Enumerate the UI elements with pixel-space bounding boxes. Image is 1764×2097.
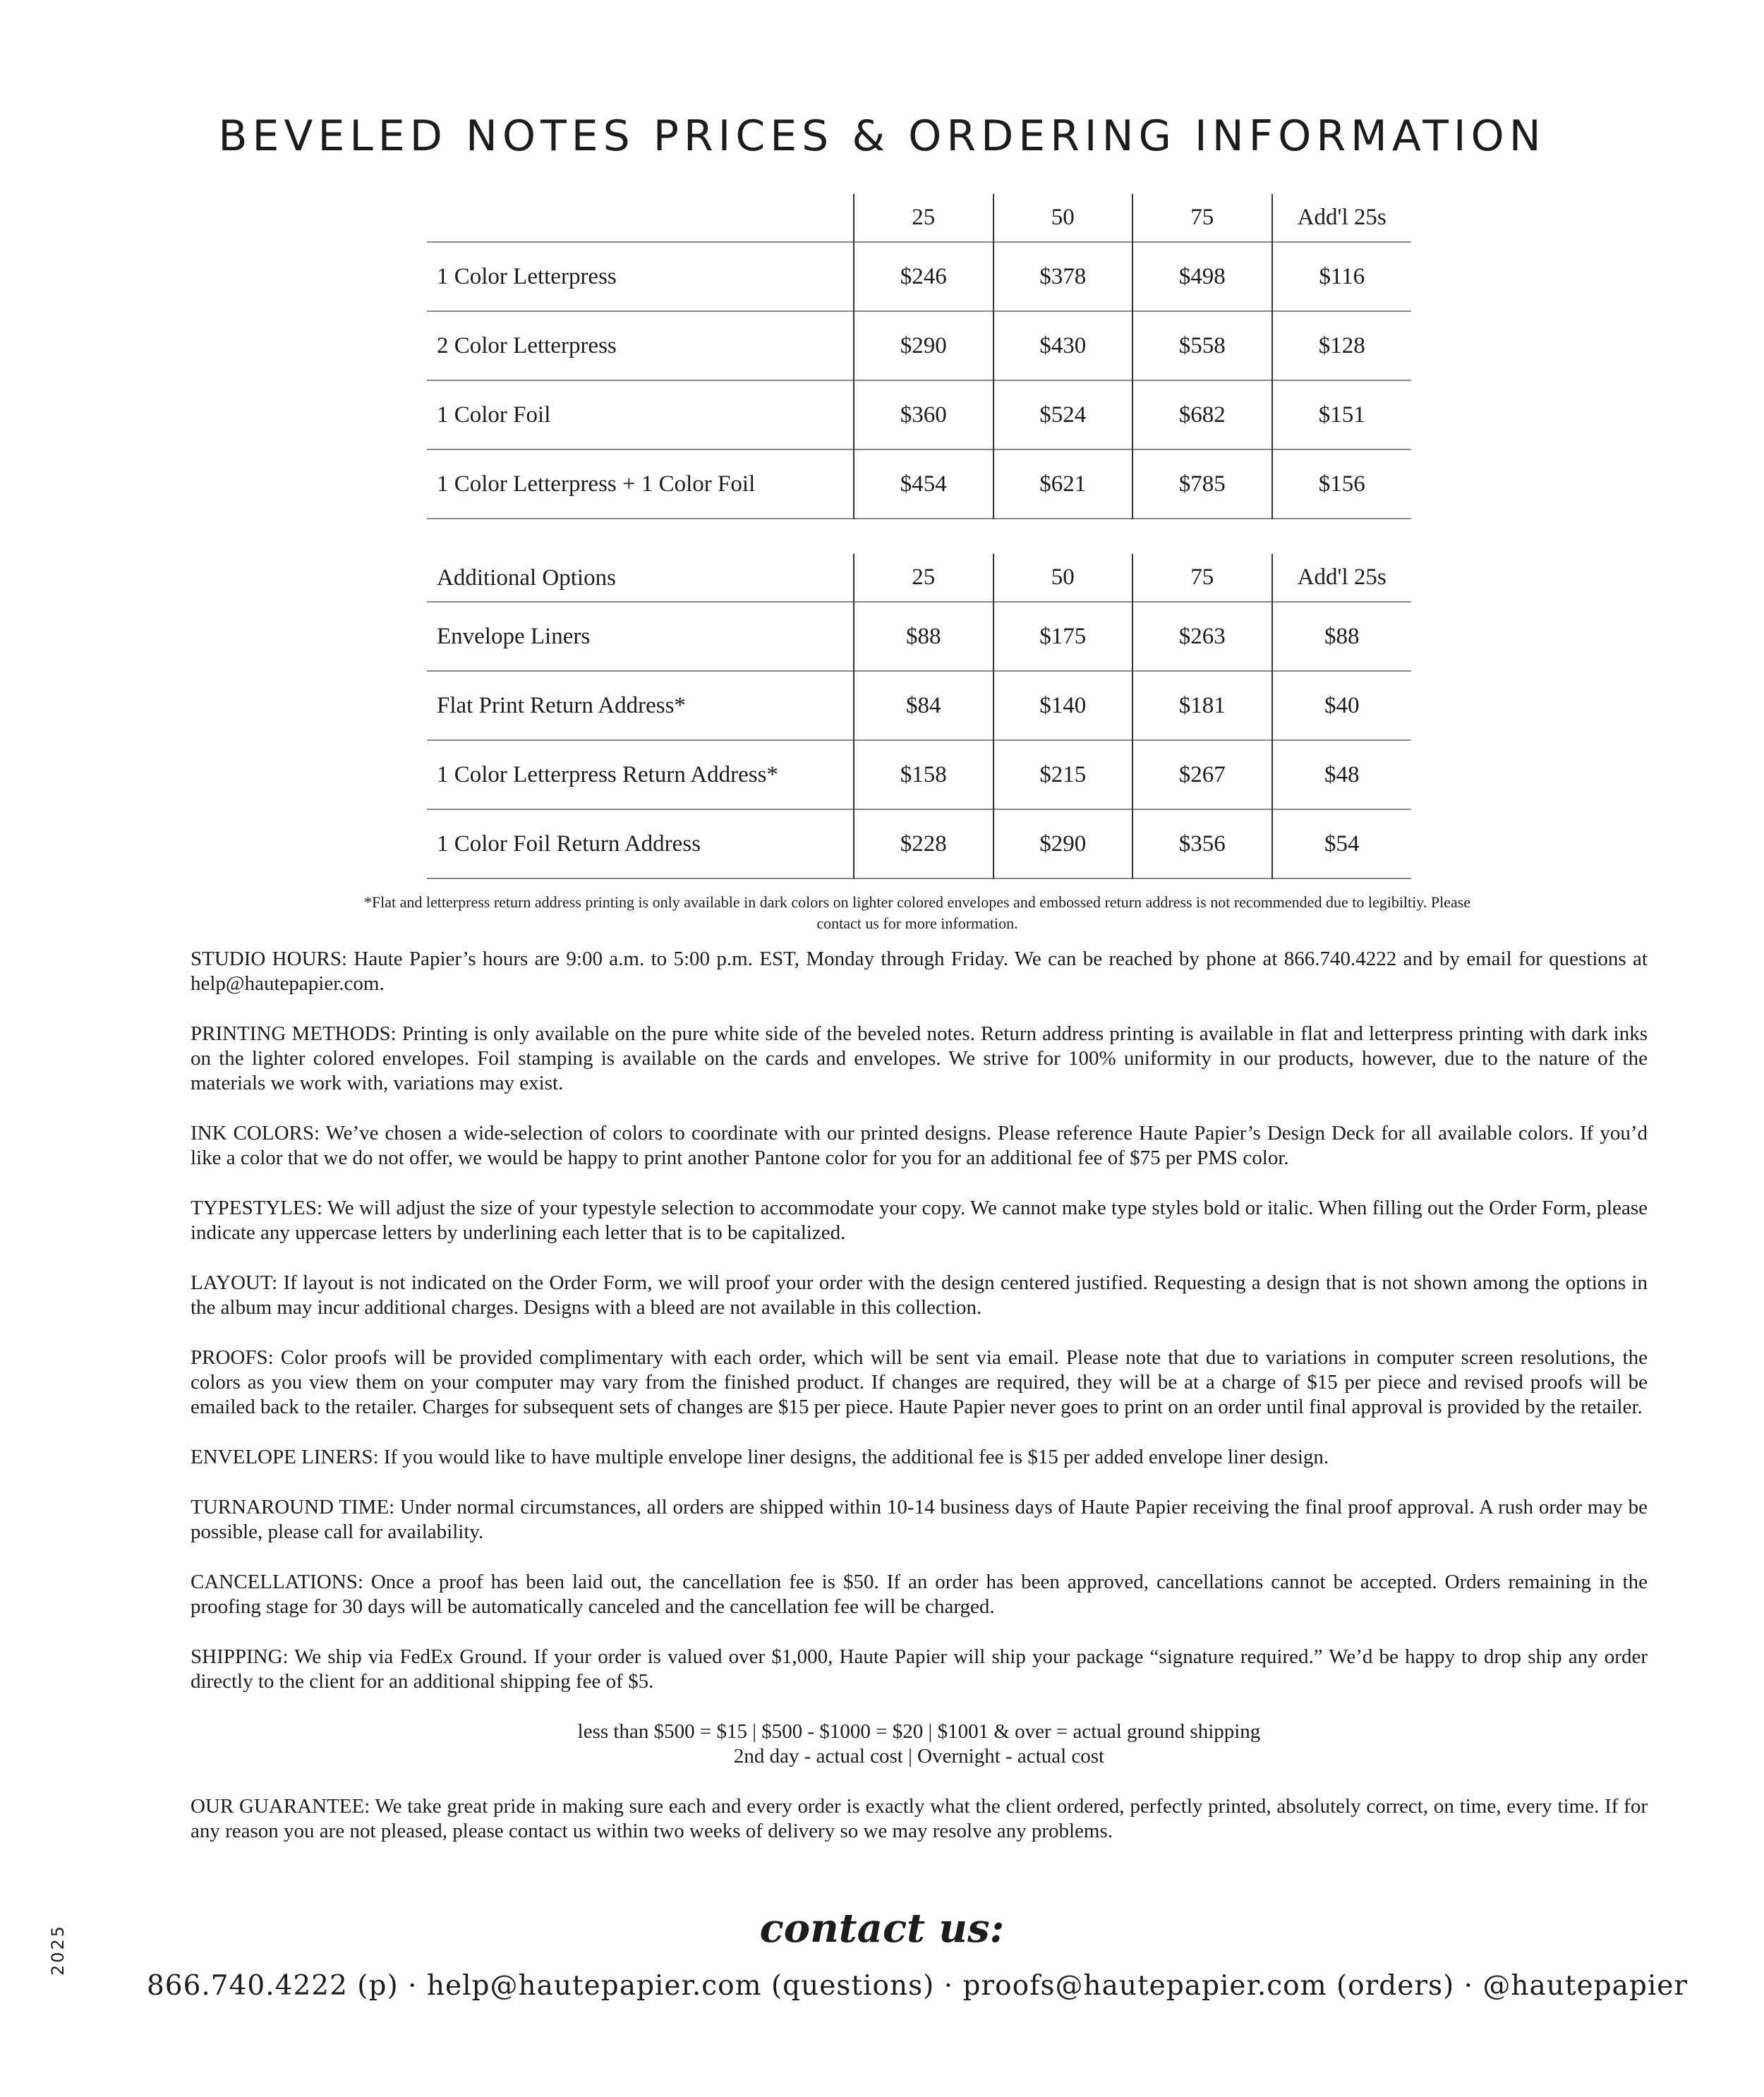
column-header: 75	[1132, 554, 1272, 602]
table-row	[427, 242, 1411, 311]
price-cell: $175	[993, 602, 1133, 671]
price-cell: $140	[993, 671, 1133, 740]
column-header: 50	[993, 194, 1133, 242]
price-cell: $88	[1272, 602, 1412, 671]
price-cell: $682	[1132, 380, 1272, 449]
price-cell: $88	[854, 602, 993, 671]
row-label: 2 Color Letterpress	[437, 332, 617, 358]
column-header: 25	[854, 194, 993, 242]
column-header: 50	[993, 554, 1133, 602]
guarantee-section: OUR GUARANTEE: We take great pride in making sure each and every order is exactly what the client ordered, perfectly printed, absolutely correct, on time, every time. If for any reason you are not pleased, please contact us within two weeks of delivery so we may resolve any problems.	[191, 1795, 1648, 1842]
price-cell: $621	[993, 449, 1133, 519]
price-cell: $454	[854, 449, 993, 519]
turnaround-time-section: TURNAROUND TIME: Under normal circumstances, all orders are shipped within 10-14 business days of Haute Papier receiving the final proof approval. A rush order may be possible, please call for availability.	[191, 1496, 1648, 1543]
price-cell: $498	[1132, 242, 1272, 311]
year-label: 2025	[48, 1923, 68, 1976]
page-title: BEVELED NOTES PRICES & ORDERING INFORMATION	[218, 111, 1546, 161]
price-cell: $246	[854, 242, 993, 311]
table-row	[427, 449, 1411, 519]
typestyles-section: TYPESTYLES: We will adjust the size of your typestyle selection to accommodate your copy. We cannot make type styles bold or italic. When filling out the Order Form, please indicate any uppercase letters by underlining each letter that is to be capitalized.	[191, 1197, 1648, 1244]
table-row	[427, 602, 1411, 671]
studio-hours-section: STUDIO HOURS: Haute Papier’s hours are 9:00 a.m. to 5:00 p.m. EST, Monday through Friday. We can be reached by phone at 866.740.4222 and by email for questions at help@hautepapier.com.	[191, 948, 1648, 995]
options-header-row	[427, 554, 1411, 602]
row-label: Envelope Liners	[437, 623, 591, 649]
pricing-header-row	[427, 194, 1411, 242]
price-cell: $356	[1132, 809, 1272, 878]
row-label: 1 Color Foil	[437, 401, 551, 428]
price-cell: $158	[854, 740, 993, 809]
pricing-header-label	[427, 194, 854, 242]
shipping-section: SHIPPING: We ship via FedEx Ground. If your order is valued over $1,000, Haute Papier will ship your package “signature required.” We’d be happy to drop ship any order directly to the client for an additional shipping fee of $5.	[191, 1645, 1648, 1693]
printing-methods-section: PRINTING METHODS: Printing is only available on the pure white side of the beveled notes. Return address printing is available in flat and letterpress printing with dark inks on the lighter colored envelopes. Foil stamping is available on the cards and envelopes. We strive for 100% uniformity in our products, however, due to the nature of the materials we work with, variations may exist.	[191, 1022, 1648, 1094]
price-cell: $360	[854, 380, 993, 449]
layout-section: LAYOUT: If layout is not indicated on the Order Form, we will proof your order with the design centered justified. Requesting a design that is not shown among the options in the album may incur additional charges. Designs with a bleed are not available in this collection.	[191, 1271, 1648, 1319]
price-cell: $151	[1272, 380, 1412, 449]
envelope-liners-section: ENVELOPE LINERS: If you would like to have multiple envelope liner designs, the additional fee is $15 per added envelope liner design.	[191, 1446, 1329, 1468]
ordering-information	[191, 947, 1648, 1869]
table-row	[427, 740, 1411, 809]
price-cell: $524	[993, 380, 1133, 449]
row-label: Flat Print Return Address*	[437, 692, 686, 718]
cancellations-section: CANCELLATIONS: Once a proof has been laid out, the cancellation fee is $50. If an order has been approved, cancellations cannot be accepted. Orders remaining in the proofing stage for 30 days will be automatically canceled and the cancellation fee will be charged.	[191, 1571, 1648, 1618]
column-header: Add'l 25s	[1272, 194, 1412, 242]
table-row	[427, 671, 1411, 740]
price-cell: $785	[1132, 449, 1272, 519]
column-header: Add'l 25s	[1272, 554, 1412, 602]
price-cell: $430	[993, 311, 1133, 380]
table-row	[427, 380, 1411, 449]
shipping-rates-line-2: 2nd day - actual cost | Overnight - actual cost	[733, 1745, 1105, 1767]
price-cell: $54	[1272, 809, 1412, 878]
price-cell: $181	[1132, 671, 1272, 740]
row-label: 1 Color Letterpress	[437, 263, 617, 289]
price-cell: $263	[1132, 602, 1272, 671]
price-cell: $290	[993, 809, 1133, 878]
table-row	[427, 809, 1411, 878]
price-cell: $228	[854, 809, 993, 878]
table-row	[427, 311, 1411, 380]
footnote: *Flat and letterpress return address printing is only available in dark colors on lighter colored envelopes and embossed return address is not recommended due to legibiltiy. Please contact us for more information.	[363, 893, 1471, 932]
price-cell: $267	[1132, 740, 1272, 809]
ink-colors-section: INK COLORS: We’ve chosen a wide-selection of colors to coordinate with our printed designs. Please reference Haute Papier’s Design Deck for all available colors. If you’d like a color that we do not offer, we would be happy to print another Pantone color for you for an additional fee of $75 per PMS color.	[191, 1122, 1648, 1169]
contact-heading: contact us:	[759, 1905, 1005, 1952]
row-label: 1 Color Letterpress + 1 Color Foil	[437, 471, 756, 497]
price-cell: $378	[993, 242, 1133, 311]
price-cell: $290	[854, 311, 993, 380]
shipping-rates-line-1: less than $500 = $15 | $500 - $1000 = $20 | $1001 & over = actual ground shipping	[577, 1720, 1261, 1743]
pricing-table	[427, 194, 1411, 519]
price-cell: $128	[1272, 311, 1412, 380]
column-header: 25	[854, 554, 993, 602]
price-cell: $116	[1272, 242, 1412, 311]
row-label: 1 Color Letterpress Return Address*	[437, 761, 778, 787]
price-cell: $48	[1272, 740, 1412, 809]
additional-options-table	[427, 554, 1411, 879]
price-cell: $215	[993, 740, 1133, 809]
options-header-label: Additional Options	[437, 565, 616, 591]
price-cell: $558	[1132, 311, 1272, 380]
column-header: 75	[1132, 194, 1272, 242]
price-cell: $156	[1272, 449, 1412, 519]
price-cell: $40	[1272, 671, 1412, 740]
proofs-section: PROOFS: Color proofs will be provided complimentary with each order, which will be sent via email. Please note that due to variations in computer screen resolutions, the colors as you view them on your computer may vary from the finished product. If changes are required, they will be at a charge of $15 per piece and revised proofs will be emailed back to the retailer. Charges for subsequent sets of changes are $15 per piece. Haute Papier never goes to print on an order until final approval is provided by the retailer.	[191, 1346, 1648, 1418]
contact-info: 866.740.4222 (p) · help@hautepapier.com (questions) · proofs@hautepapier.com (orders) · @hautepapier	[146, 1970, 1689, 2002]
shipping-rates	[191, 1720, 1648, 1769]
row-label: 1 Color Foil Return Address	[437, 830, 701, 857]
price-cell: $84	[854, 671, 993, 740]
